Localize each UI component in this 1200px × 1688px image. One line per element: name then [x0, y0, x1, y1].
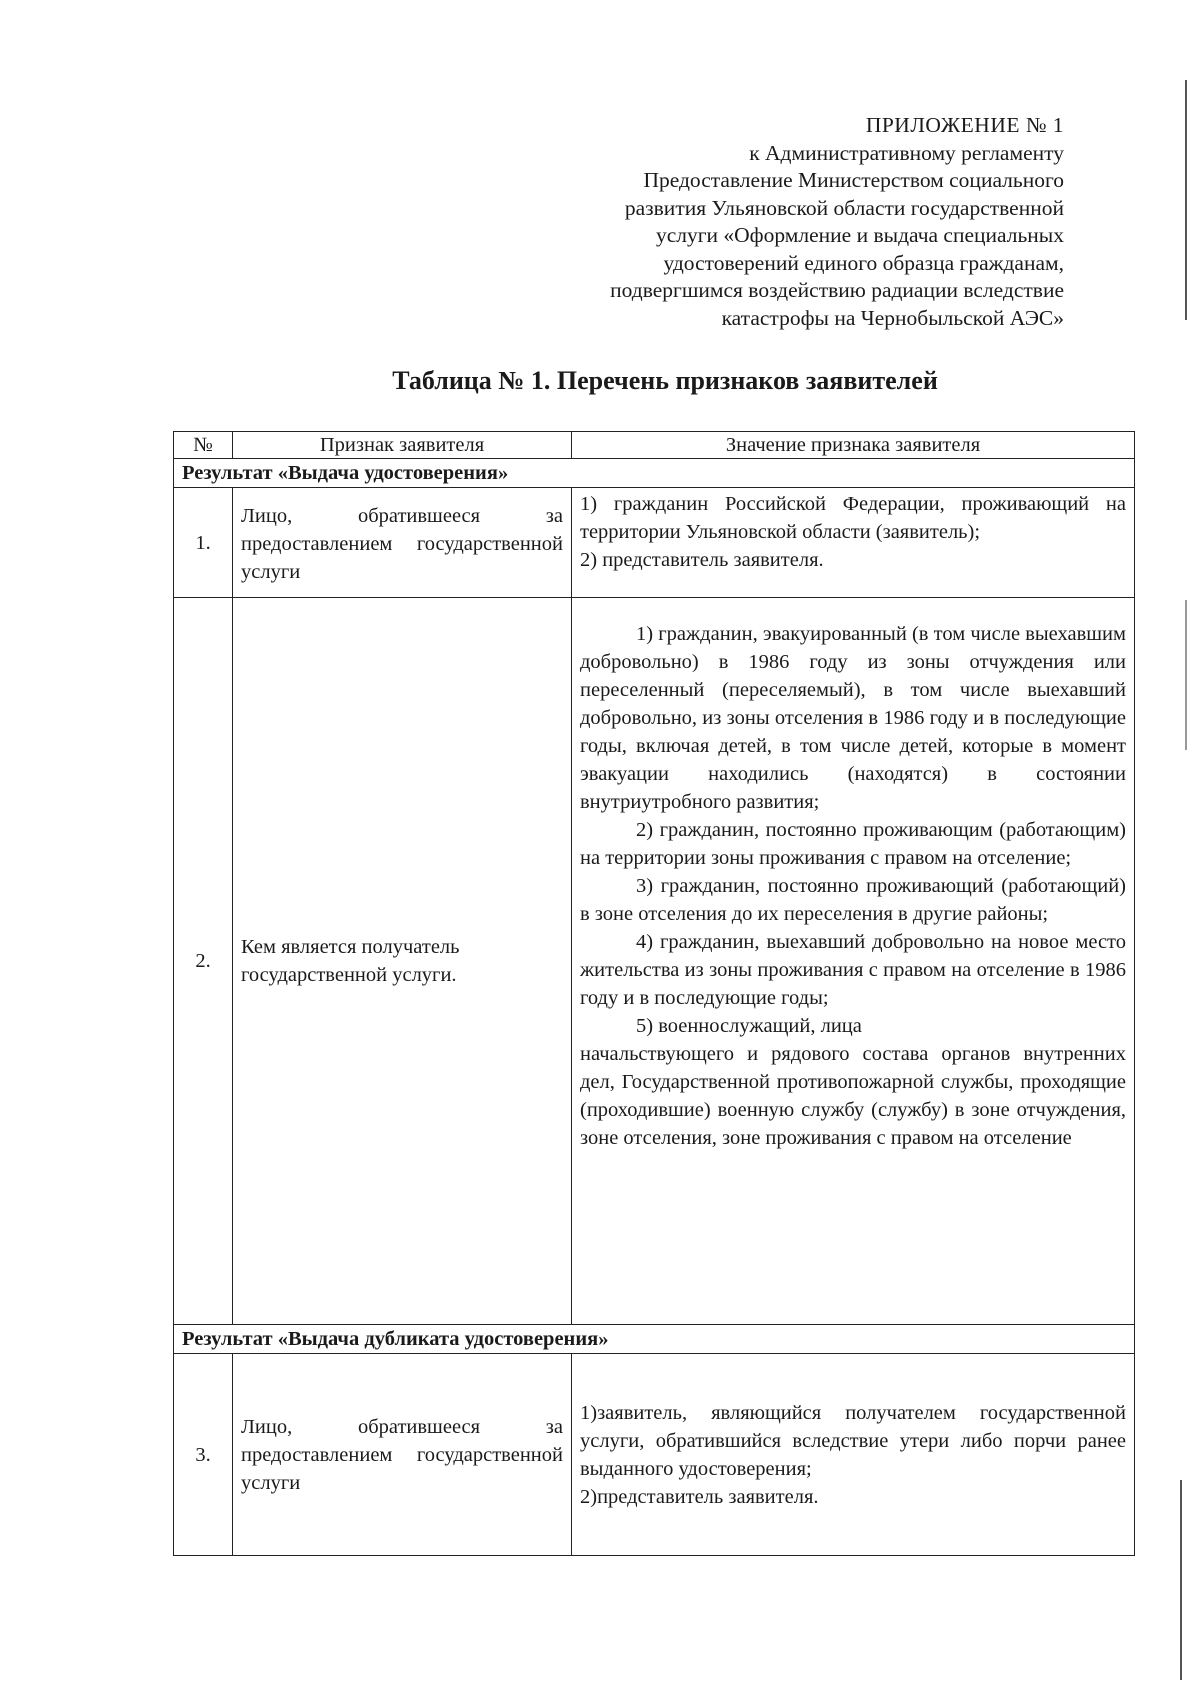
section-title: Результат «Выдача дубликата удостоверения»: [174, 1325, 1135, 1354]
applicant-attributes-table: [173, 431, 1135, 1556]
row-attribute-text: Лицо, обратившееся за предоставлением государственной услуги: [241, 504, 563, 583]
column-header-number: №: [174, 432, 233, 459]
appendix-line: услуги «Оформление и выдача специальных: [655, 223, 1064, 247]
scan-edge-mark: [1180, 1480, 1182, 1680]
row-value-item: 3) гражданин, постоянно проживающий (работающий) в зоне отселения до их переселения в другие районы;: [580, 875, 1126, 925]
row-value-item: 5) военнослужащий, лица: [636, 1015, 862, 1037]
row-value: [572, 488, 1135, 598]
appendix-line: удостоверений единого образца гражданам,: [663, 250, 1064, 275]
row-value-item: 2)представитель заявителя.: [580, 1485, 819, 1508]
appendix-line: катастрофы на Чернобыльской АЭС»: [721, 305, 1064, 330]
section-row: [174, 1325, 1135, 1354]
table-title: Таблица № 1. Перечень признаков заявителей: [392, 366, 938, 395]
row-value-item: 4) гражданин, выехавший добровольно на новое место жительства из зоны проживания с правом на отселение в 1986 году и в последующие годы;: [580, 931, 1126, 1009]
appendix-line: подвергшимся воздействию радиации вследствие: [610, 278, 1064, 302]
row-number: 2.: [174, 598, 233, 1325]
table-row: [174, 1354, 1135, 1556]
appendix-line: к Административному регламенту: [749, 140, 1064, 165]
row-attribute: [233, 1354, 572, 1556]
table-row: [174, 598, 1135, 1325]
scan-edge-mark: [1185, 600, 1187, 750]
section-title: Результат «Выдача удостоверения»: [174, 459, 1135, 488]
row-value-item: 2) гражданин, постоянно проживающим (работающим) на территории зоны проживания с правом на отселение;: [580, 819, 1126, 869]
row-attribute-text: Кем является получатель государственной услуги.: [241, 936, 460, 986]
appendix-header: [504, 112, 1064, 332]
column-header-value: Значение признака заявителя: [572, 432, 1135, 459]
column-header-attribute: Признак заявителя: [233, 432, 572, 459]
row-value-item: 1) гражданин, эвакуированный (в том числе выехавшим добровольно) в 1986 году из зоны отчуждения или переселенный (переселяемый), в том числе выехавший добровольно, из зоны отселения в 1986 году и в последующие годы, включая детей, в том числе детей, которые в момент эвакуации находились (находятся) в состоянии внутриутробного развития;: [580, 623, 1126, 813]
row-value: [572, 598, 1135, 1325]
scan-edge-mark: [1185, 80, 1187, 320]
row-attribute-text: Лицо, обратившееся за предоставлением государственной услуги: [241, 1415, 563, 1494]
appendix-title: ПРИЛОЖЕНИЕ № 1: [865, 113, 1064, 137]
row-value-item: 1) гражданин Российской Федерации, проживающий на территории Ульяновской области (заявитель);: [580, 493, 1126, 543]
row-value: [572, 1354, 1135, 1556]
row-value-item: 1)заявитель, являющийся получателем государственной услуги, обратившийся вследствие утери либо порчи ранее выданного удостоверения;: [580, 1401, 1126, 1480]
row-value-item: 2) представитель заявителя.: [580, 549, 824, 571]
row-attribute: [233, 598, 572, 1325]
table-row: [174, 488, 1135, 598]
row-number: 3.: [174, 1354, 233, 1556]
section-row: [174, 459, 1135, 488]
row-number: 1.: [174, 488, 233, 598]
row-value-item: начальствующего и рядового состава органов внутренних дел, Государственной противопожарной службы, проходящие (проходившие) военную службу (службу) в зоне отчуждения, зоне отселения, зоне проживания с правом на отселение: [580, 1043, 1126, 1149]
row-attribute: [233, 488, 572, 598]
table-header-row: [174, 432, 1135, 459]
appendix-line: развития Ульяновской области государственной: [624, 195, 1064, 220]
appendix-line: Предоставление Министерством социального: [643, 168, 1064, 192]
